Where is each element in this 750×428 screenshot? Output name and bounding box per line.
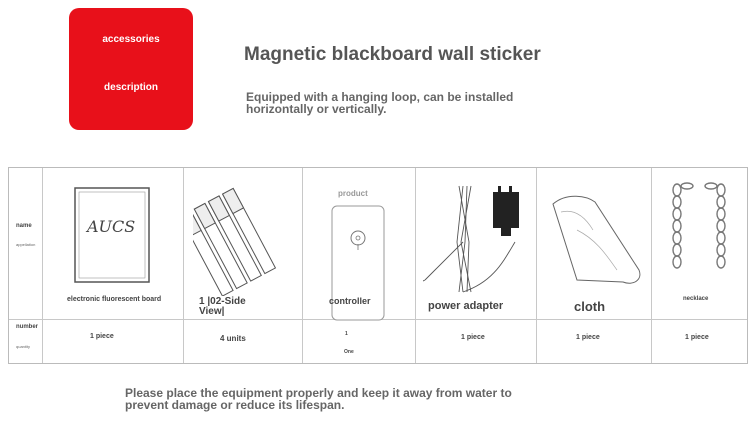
item-name-side-view-2: View| [199,306,225,317]
item-qty-controller-2: One [344,349,354,355]
cloth-icon [547,190,647,290]
item-name-side-view-1: 1 |02-Side [199,296,246,307]
row-label-number: number [16,324,39,330]
item-qty-controller-1: 1 [345,331,348,337]
item-name-cloth: cloth [574,299,606,314]
page-title: Magnetic blackboard wall sticker [244,44,541,65]
accessories-table [8,167,748,364]
item-header-product: product [338,189,368,198]
svg-text:AUCS: AUCS [87,217,136,236]
item-name-power-adapter: power adapter [428,300,504,312]
label-column [9,168,43,363]
badge-line-2: description [104,82,158,93]
footer-note: Please place the equipment properly and keep it away from water to prevent damage or reduce its lifespan. [125,386,512,412]
item-name-board: electronic fluorescent board [67,296,162,303]
item-qty-side-view: 4 units [220,334,246,343]
row-label-appellation: appellation [16,242,36,247]
necklace-icon [667,182,737,282]
item-qty-power-adapter: 1 piece [461,334,485,341]
power-adapter-icon [423,182,533,297]
strips-icon [193,186,293,296]
item-qty-cloth: 1 piece [576,334,600,341]
board-icon [73,186,153,286]
item-qty-board: 1 piece [90,333,114,340]
item-qty-necklace: 1 piece [685,334,709,341]
controller-icon [329,204,389,324]
row-label-name: name [16,223,32,229]
accessories-badge [69,8,193,130]
badge-line-1: accessories [102,34,160,45]
item-name-controller: controller [329,296,371,306]
page-subtitle: Equipped with a hanging loop, can be installed horizontally or vertically. [246,90,514,116]
item-name-necklace: necklace [683,296,709,302]
row-label-quantity: quantity [16,344,31,349]
